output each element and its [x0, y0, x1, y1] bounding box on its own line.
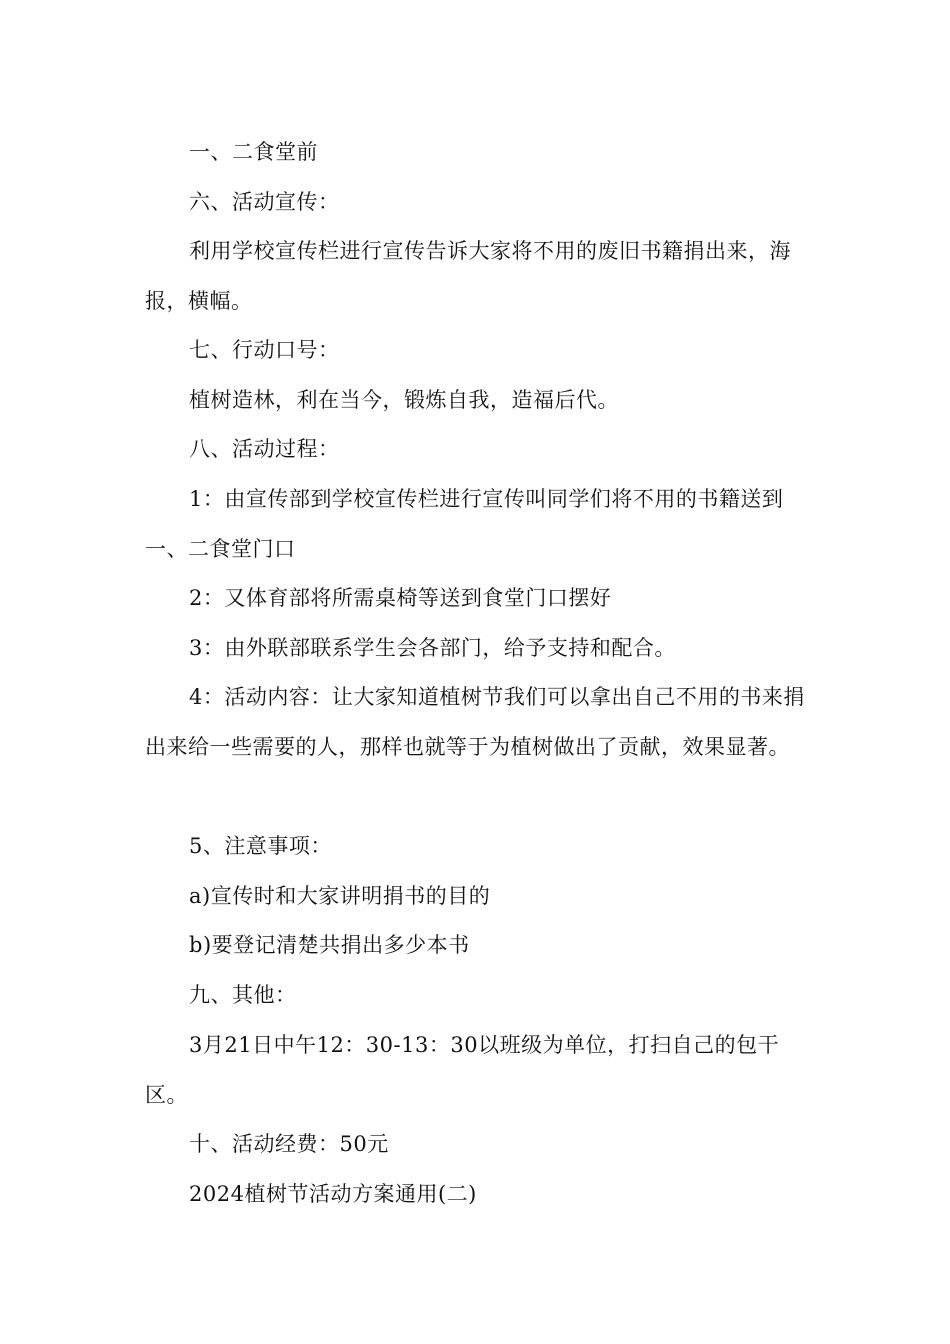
process-step-4: 4：活动内容：让大家知道植树节我们可以拿出自己不用的书来捐出来给一些需要的人，那样也就等于为植树做出了贡献，效果显著。	[145, 685, 805, 759]
paragraph-publicity: 利用学校宣传栏进行宣传告诉大家将不用的废旧书籍捐出来，海报，横幅。	[145, 239, 791, 313]
note-item-b: b)要登记清楚共捐出多少本书	[189, 933, 470, 957]
heading-notes: 5、注意事项：	[189, 834, 332, 858]
heading-publicity: 六、活动宣传：	[189, 190, 340, 214]
heading-other: 九、其他：	[189, 983, 297, 1007]
paragraph-slogan: 植树造林，利在当今，锻炼自我，造福后代。	[189, 388, 619, 412]
paragraph-budget: 十、活动经费：50元	[189, 1132, 389, 1156]
heading-slogan: 七、行动口号：	[189, 338, 340, 362]
paragraph-location: 一、二食堂前	[189, 140, 318, 164]
section-title-part-2: 2024植树节活动方案通用(二)	[189, 1182, 477, 1206]
heading-process: 八、活动过程：	[189, 437, 340, 461]
process-step-1: 1：由宣传部到学校宣传栏进行宣传叫同学们将不用的书籍送到一、二食堂门口	[145, 487, 784, 561]
paragraph-other: 3月21日中午12：30-13：30以班级为单位，打扫自己的包干区。	[145, 1033, 780, 1107]
note-item-a: a)宣传时和大家讲明捐书的目的	[189, 884, 491, 908]
process-step-2: 2：又体育部将所需桌椅等送到食堂门口摆好	[189, 586, 612, 610]
process-step-3: 3：由外联部联系学生会各部门，给予支持和配合。	[189, 636, 676, 660]
